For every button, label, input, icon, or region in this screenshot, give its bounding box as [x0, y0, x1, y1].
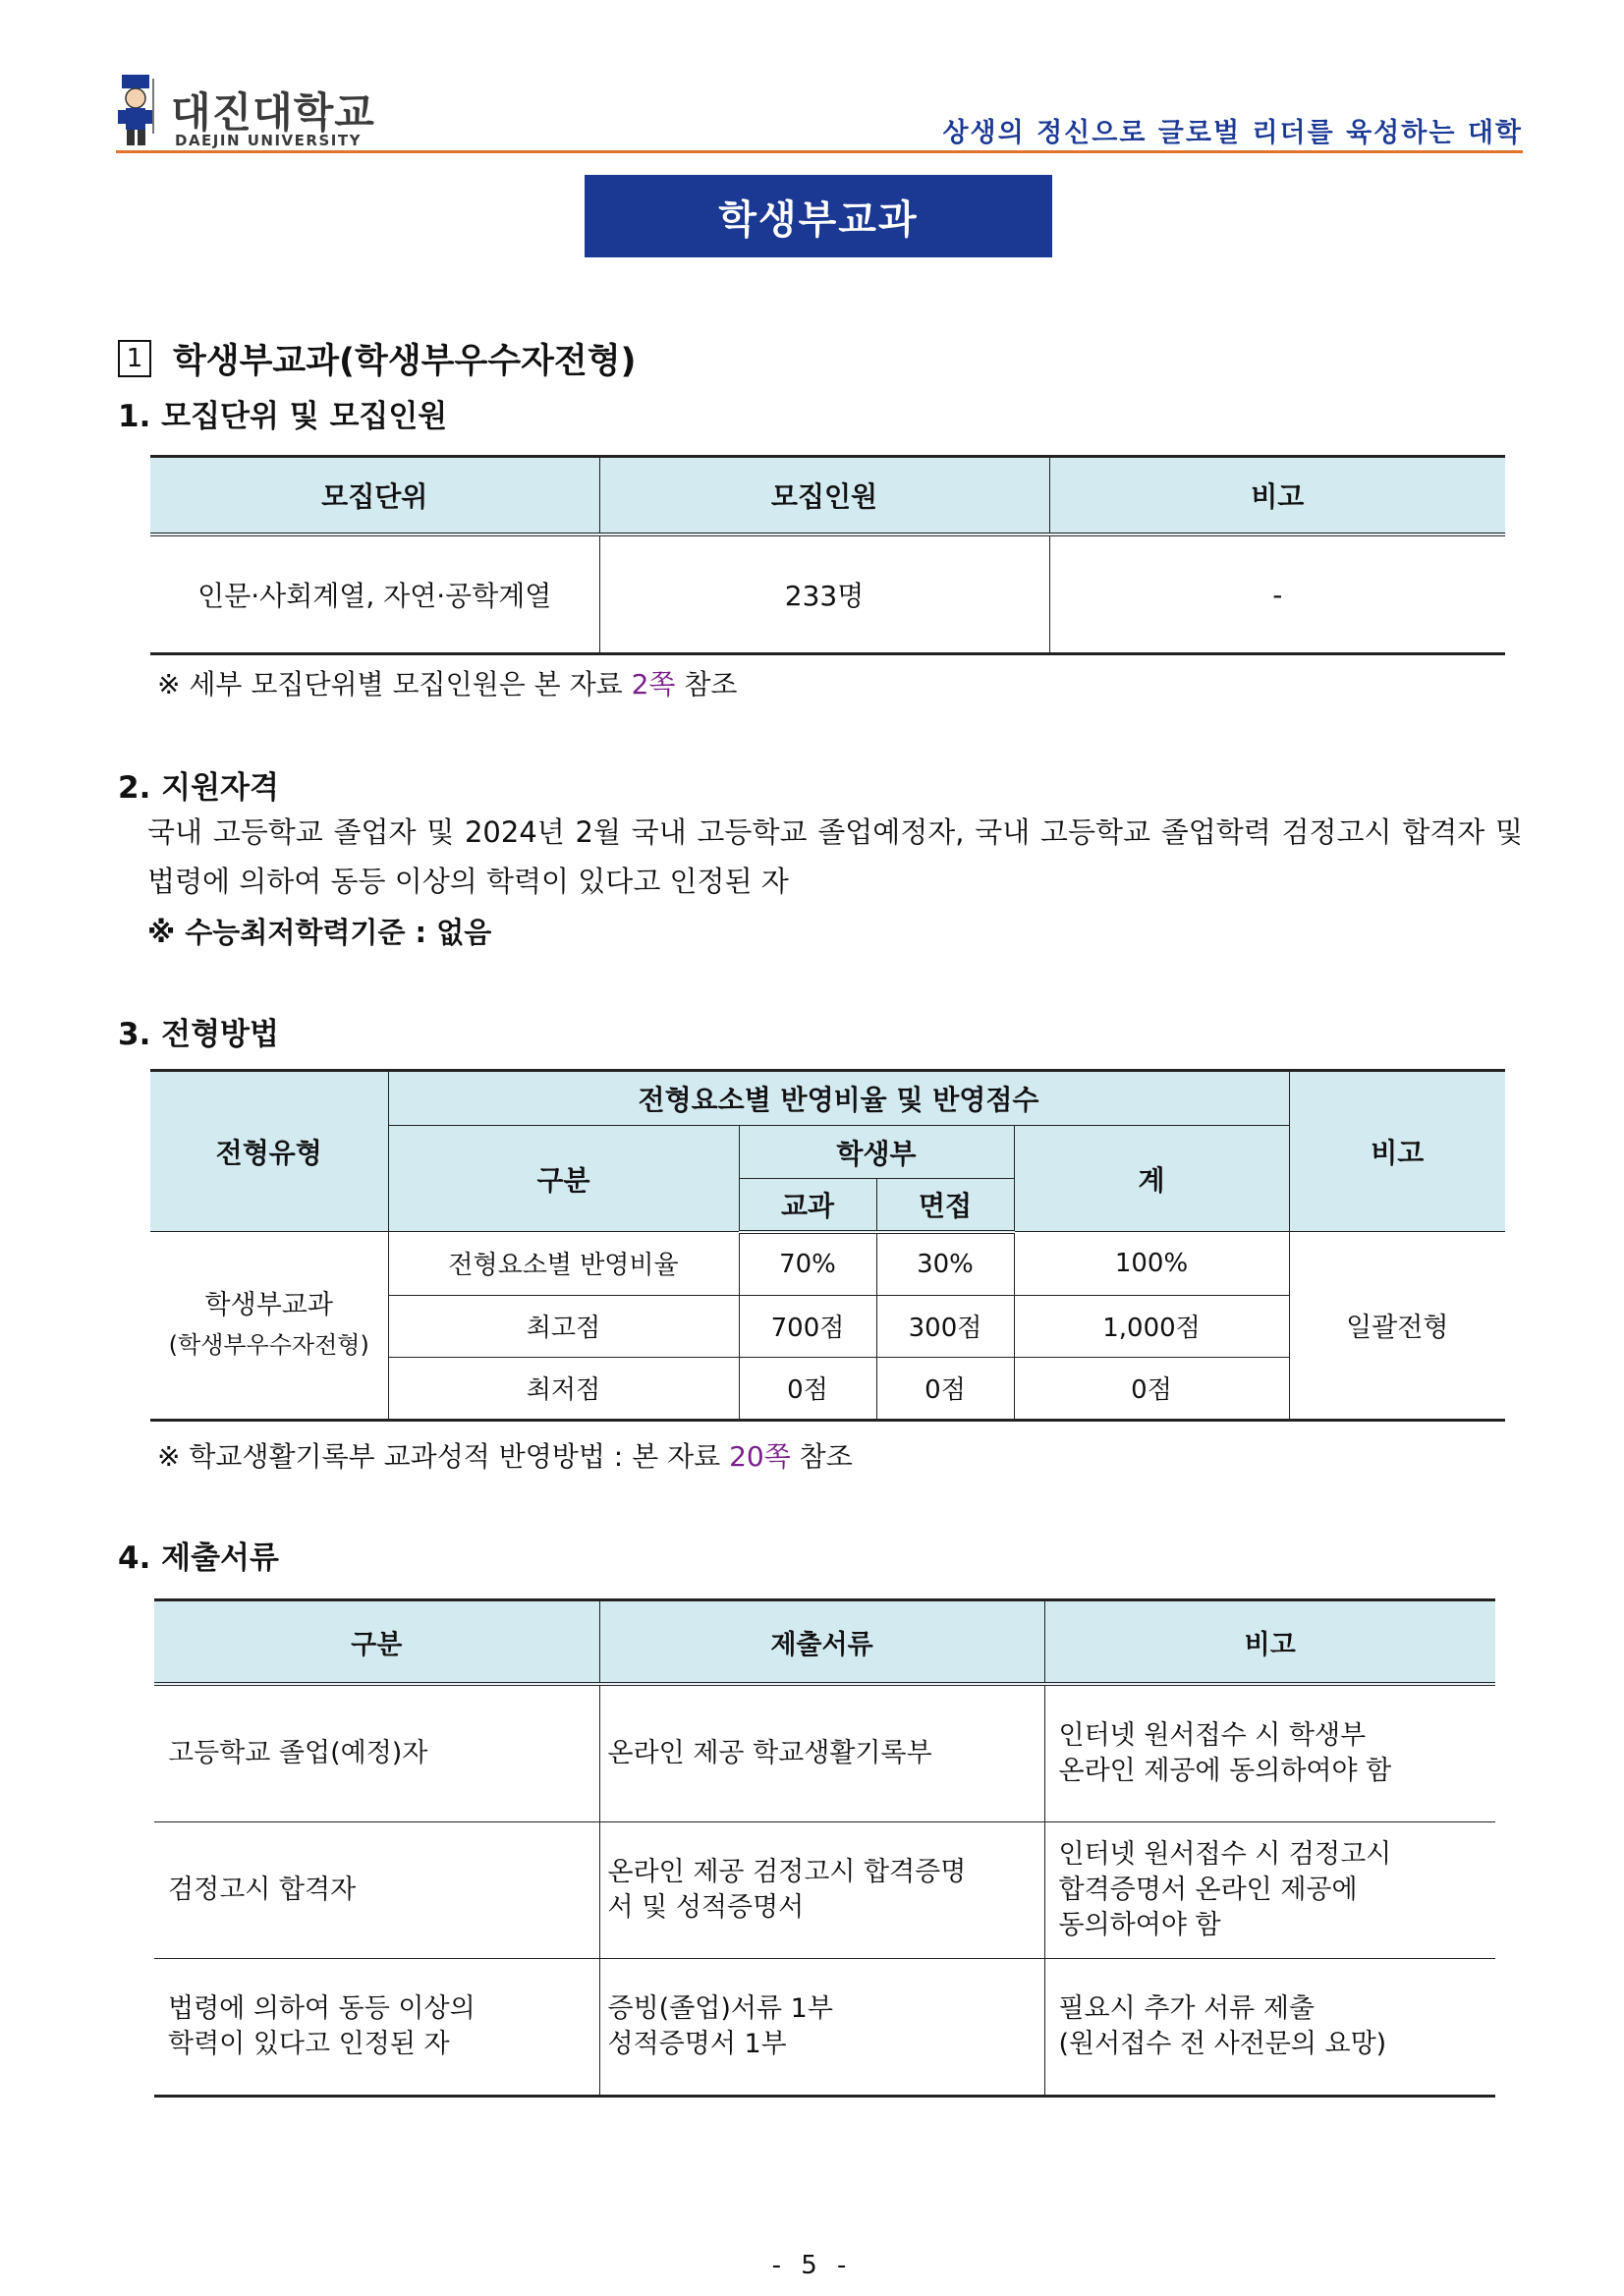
cell-line: 동의하여야 함 — [1058, 1910, 1221, 1940]
section-title-text: 학생부교과(학생부우수자전형) — [173, 342, 637, 381]
table-cell: 300점 — [876, 1295, 1014, 1357]
heading-recruitment: 1. 모집단위 및 모집인원 — [118, 399, 448, 434]
cell-line: 서 및 성적증명서 — [607, 1892, 805, 1923]
table-cell: 최저점 — [388, 1357, 739, 1420]
cell-line: 성적증명서 1부 — [607, 2029, 787, 2059]
table-cell: 0점 — [1014, 1357, 1289, 1420]
university-logo — [116, 75, 381, 153]
recruitment-note — [157, 663, 737, 702]
header-cell: 제출서류 — [599, 1600, 1044, 1685]
cell-line: 필요시 추가 서류 제출 — [1058, 1993, 1315, 2024]
logo-english-name: DAEJIN UNIVERSITY — [175, 132, 362, 149]
table-cell: 일괄전형 — [1289, 1232, 1505, 1421]
table-cell: 0점 — [876, 1357, 1014, 1420]
table-cell — [154, 1959, 599, 2097]
cell-line: 고등학교 졸업(예정)자 — [168, 1738, 428, 1768]
header-cell: 비고 — [1289, 1071, 1505, 1232]
table-cell: 30% — [876, 1232, 1014, 1296]
cell-line: 인터넷 원서접수 시 학생부 — [1058, 1720, 1367, 1751]
table-row — [154, 1684, 1495, 1822]
table-cell: 인문·사회계열, 자연·공학계열 — [150, 534, 599, 654]
page-banner: 학생부교과 — [585, 175, 1052, 257]
table-cell — [1044, 1822, 1495, 1959]
header-cell: 구분 — [154, 1600, 599, 1685]
cell-line: 증빙(졸업)서류 1부 — [607, 1993, 833, 2024]
cell-line: (원서접수 전 사전문의 요망) — [1058, 2029, 1387, 2059]
cell-line: 검정고시 합격자 — [168, 1875, 357, 1905]
cell-line: 온라인 제공 학교생활기록부 — [607, 1738, 932, 1768]
page-reference: 2쪽 — [631, 668, 676, 700]
heading-documents: 4. 제출서류 — [118, 1540, 279, 1576]
table-cell: 전형요소별 반영비율 — [388, 1232, 739, 1296]
table-cell: - — [1049, 534, 1505, 654]
mascot-icon — [116, 75, 161, 149]
header-cell: 전형요소별 반영비율 및 반영점수 — [388, 1071, 1289, 1126]
table-row — [154, 1959, 1495, 2097]
table-cell: 700점 — [739, 1295, 876, 1357]
table-cell: 최고점 — [388, 1295, 739, 1357]
heading-eligibility: 2. 지원자격 — [118, 770, 279, 806]
table-row — [150, 534, 1505, 654]
header-cell: 교과 — [739, 1179, 876, 1232]
table-cell — [154, 1822, 599, 1959]
selection-type-cell — [150, 1232, 388, 1421]
eligibility-paragraph: 국내 고등학교 졸업자 및 2024년 2월 국내 고등학교 졸업예정자, 국내 고등학교 졸업학력 검정고시 합격자 및 법령에 의하여 동등 이상의 학력이 있다고 인정된 자 — [147, 815, 1523, 898]
recruitment-table — [150, 455, 1505, 655]
cell-line: 온라인 제공에 동의하여야 함 — [1058, 1756, 1392, 1786]
header-cell: 전형유형 — [150, 1071, 388, 1232]
table-cell — [1044, 1684, 1495, 1822]
header-slogan: 상생의 정신으로 글로벌 리더를 육성하는 대학 — [942, 118, 1523, 148]
documents-table — [154, 1598, 1495, 2098]
selection-type-name: 학생부교과 — [204, 1289, 333, 1320]
selection-type-subname: (학생부우수자전형) — [168, 1330, 369, 1359]
note-text: ※ 세부 모집단위별 모집인원은 본 자료 — [157, 668, 632, 700]
note-text: 참조 — [675, 668, 738, 700]
cell-line: 학력이 있다고 인정된 자 — [168, 2029, 450, 2059]
table-cell — [599, 1822, 1044, 1959]
note-text: ※ 학교생활기록부 교과성적 반영방법 : 본 자료 — [157, 1440, 730, 1473]
table-cell: 1,000점 — [1014, 1295, 1289, 1357]
header-cell: 계 — [1014, 1126, 1289, 1232]
table-row — [150, 1232, 1505, 1296]
table-cell: 100% — [1014, 1232, 1289, 1296]
cell-line: 온라인 제공 검정고시 합격증명 — [607, 1857, 967, 1887]
header-cell: 면접 — [876, 1179, 1014, 1232]
header-cell: 모집단위 — [150, 457, 599, 535]
selection-method-table — [150, 1069, 1505, 1422]
header-cell: 비고 — [1044, 1600, 1495, 1685]
header-cell: 비고 — [1049, 457, 1505, 535]
csat-minimum-note: ※ 수능최저학력기준 : 없음 — [147, 916, 492, 949]
page-number: - 5 - — [771, 2251, 853, 2280]
heading-selection-method: 3. 전형방법 — [118, 1017, 279, 1052]
cell-line: 합격증명서 온라인 제공에 — [1058, 1875, 1358, 1905]
header-cell: 구분 — [388, 1126, 739, 1232]
note-text: 참조 — [790, 1440, 853, 1473]
cell-line: 인터넷 원서접수 시 검정고시 — [1058, 1839, 1392, 1870]
cell-line: 법령에 의하여 동등 이상의 — [168, 1993, 476, 2024]
table-cell — [599, 1959, 1044, 2097]
header-divider — [116, 150, 1523, 153]
table-row — [154, 1822, 1495, 1959]
table-cell — [154, 1684, 599, 1822]
grade-method-note — [157, 1435, 853, 1475]
section-number-box: 1 — [118, 340, 151, 377]
header-cell: 학생부 — [739, 1126, 1014, 1179]
logo-name: 대진대학교 — [171, 88, 375, 137]
table-cell — [599, 1684, 1044, 1822]
page-reference: 20쪽 — [729, 1440, 791, 1473]
table-cell: 70% — [739, 1232, 876, 1296]
table-cell — [1044, 1959, 1495, 2097]
section-title — [118, 334, 637, 383]
header-cell: 모집인원 — [599, 457, 1049, 535]
table-cell: 0점 — [739, 1357, 876, 1420]
table-cell: 233명 — [599, 534, 1049, 654]
